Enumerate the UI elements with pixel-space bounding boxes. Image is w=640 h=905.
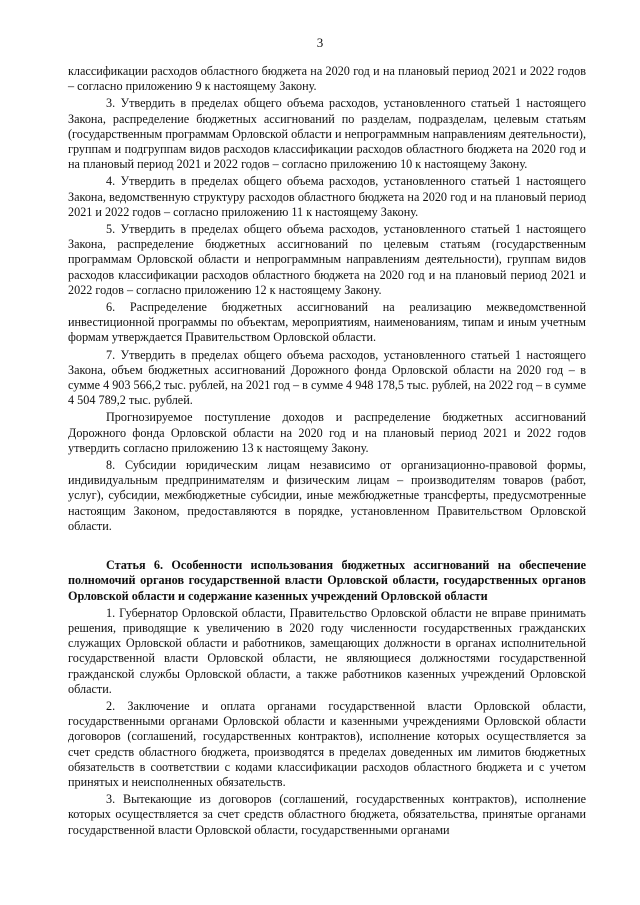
paragraph-item-6: 6. Распределение бюджетных ассигнований на реализацию межведомственной инвестиционной программы по объектам, мероприятиям, наименованиям, типам и иным учетным формам утверждается Правительством Орловской области. xyxy=(68,300,586,345)
paragraph-item-8: 8. Субсидии юридическим лицам независимо от организационно-правовой формы, индивидуальным предпринимателям и физическим лицам – производителям товаров (работ, услуг), субсидии, межбюджетные субсидии, иные межбюджетные трансферты, предусмотренные настоящим Законом, предоставляются в порядке, установленном Правительством Орловской области. xyxy=(68,458,586,533)
paragraph-item-4: 4. Утвердить в пределах общего объема расходов, установленного статьей 1 настоящего Закона, ведомственную структуру расходов областного бюджета на 2020 год и на плановый период 2021 и 2022 годов – согласно приложению 11 к настоящему Закону. xyxy=(68,174,586,219)
article-paragraph-1: 1. Губернатор Орловской области, Правительство Орловской области не вправе принимать решения, приводящие к увеличению в 2020 году численности государственных гражданских служащих Орловской области и работников, замещающих должности в органах исполнительной государственной власти Орловской области, не являющиеся должностями государственной гражданской службы Орловской области, а также работников казенных учреждений Орловской области. xyxy=(68,605,586,696)
article-title: Статья 6. Особенности использования бюджетных ассигнований на обеспечение полномочий органов государственной власти Орловской области, государственных органов Орловской области и содержание казенных учреждений Орловской области xyxy=(68,558,586,603)
paragraph-continuation: классификации расходов областного бюджета на 2020 год и на плановый период 2021 и 2022 годов – согласно приложению 9 к настоящему Закону. xyxy=(68,64,586,94)
page-number: 3 xyxy=(316,35,324,50)
article-paragraph-2: 2. Заключение и оплата органами государственной власти Орловской области, государственными органами Орловской области и казенными учреждениями Орловской области договоров (соглашений, государственных контрактов), исполнение которых осуществляется за счет средств областного бюджета, производятся в пределах доведенных им лимитов бюджетных обязательств в соответствии с кодами классификации расходов областного бюджета и с учетом принятых и неисполненных обязательств. xyxy=(68,698,586,789)
document-body xyxy=(68,64,586,840)
paragraph-item-7: 7. Утвердить в пределах общего объема расходов, установленного статьей 1 настоящего Закона, объем бюджетных ассигнований Дорожного фонда Орловской области на 2020 год – в сумме 4 903 566,2 тыс. рублей, на 2021 год – в сумме 4 948 178,5 тыс. рублей, на 2022 год – в сумме 4 504 789,2 тыс. рублей. xyxy=(68,347,586,408)
paragraph-item-3: 3. Утвердить в пределах общего объема расходов, установленного статьей 1 настоящего Закона, распределение бюджетных ассигнований по разделам, подразделам, целевым статьям (государственным программам Орловской области и непрограммным направлениям деятельности), группам и подгруппам видов расходов классификации расходов областного бюджета на 2020 год и на плановый период 2021 и 2022 годов – согласно приложению 10 к настоящему Закону. xyxy=(68,96,586,172)
paragraph-road-fund: Прогнозируемое поступление доходов и распределение бюджетных ассигнований Дорожного фонда Орловской области на 2020 год и на плановый период 2021 и 2022 годов утвердить согласно приложению 13 к настоящему Закону. xyxy=(68,410,586,455)
article-paragraph-3: 3. Вытекающие из договоров (соглашений, государственных контрактов), исполнение которых осуществляется за счет средств областного бюджета, обязательства, принятые органами государственной власти Орловской области, государственными органами xyxy=(68,792,586,837)
paragraph-item-5: 5. Утвердить в пределах общего объема расходов, установленного статьей 1 настоящего Закона, распределение бюджетных ассигнований по целевым статьям (государственным программам Орловской области и непрограммным направлениям деятельности), группам видов расходов классификации расходов областного бюджета на 2020 год и на плановый период 2021 и 2022 годов – согласно приложению 12 к настоящему Закону. xyxy=(68,222,586,297)
